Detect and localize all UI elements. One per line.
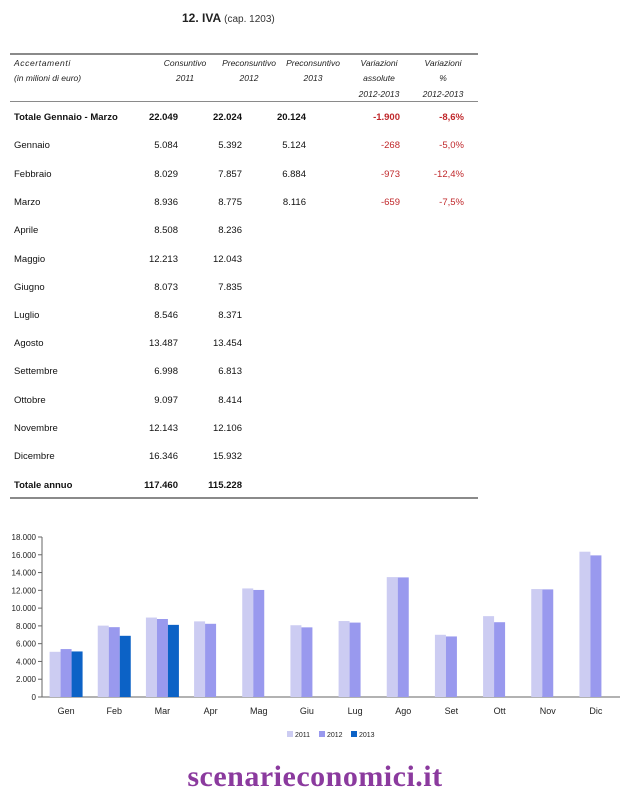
row-label: Marzo xyxy=(14,197,41,208)
header-preconsuntivo-2012-year: 2012 xyxy=(239,73,259,83)
cell-c2012: 8.414 xyxy=(218,395,242,406)
cell-c2011: 8.936 xyxy=(154,197,178,208)
bar-2011-Lug xyxy=(339,621,350,697)
y-tick-label: 16.000 xyxy=(11,550,36,560)
row-label: Giugno xyxy=(14,282,45,293)
table-top-rule xyxy=(10,53,478,55)
table-row xyxy=(10,225,478,239)
legend-swatch-2012 xyxy=(319,731,325,737)
y-tick-label: 14.000 xyxy=(11,568,36,578)
bar-2012-Giu xyxy=(301,627,312,697)
cell-c2011: 13.487 xyxy=(148,338,178,349)
x-tick-label: Ago xyxy=(395,706,412,716)
title-sub: (cap. 1203) xyxy=(224,14,275,25)
bar-2011-Set xyxy=(435,635,446,697)
brand-watermark: scenarieconomici.it xyxy=(187,760,443,793)
table-row xyxy=(10,310,478,324)
header-preconsuntivo-2013-year: 2013 xyxy=(303,73,323,83)
cell-c2013: 6.884 xyxy=(282,169,306,180)
y-tick-label: 0 xyxy=(31,693,36,702)
y-tick-label: 18.000 xyxy=(11,533,36,542)
table-row xyxy=(10,140,478,154)
row-label: Totale Gennaio - Marzo xyxy=(14,112,118,123)
header-var-abs-2: assolute xyxy=(363,73,395,83)
row-label: Dicembre xyxy=(14,451,55,462)
bar-2012-Feb xyxy=(109,627,120,697)
header-var-pct-period: 2012-2013 xyxy=(422,89,464,99)
table-row xyxy=(10,169,478,183)
header-accertamenti: Accertamenti xyxy=(14,58,71,68)
table-bottom-rule xyxy=(10,497,478,499)
bar-2011-Dic xyxy=(579,552,590,697)
cell-c2011: 6.998 xyxy=(154,366,178,377)
cell-c2011: 8.029 xyxy=(154,169,178,180)
cell-c2011: 16.346 xyxy=(148,451,178,462)
x-tick-label: Gen xyxy=(57,706,75,716)
cell-vabs: -1.900 xyxy=(373,112,400,123)
table-header-rule xyxy=(10,101,478,102)
bar-2013-Feb xyxy=(120,636,131,697)
x-tick-label: Mag xyxy=(249,706,268,716)
cell-c2013: 20.124 xyxy=(276,112,306,123)
y-tick-label: 8.000 xyxy=(15,621,36,631)
legend-label-2012: 2012 xyxy=(327,732,343,739)
cell-vabs: -973 xyxy=(380,169,400,180)
row-label: Ottobre xyxy=(14,395,46,406)
bar-2011-Mag xyxy=(242,588,253,697)
table-row xyxy=(10,282,478,296)
row-label: Novembre xyxy=(14,423,58,434)
cell-vpct: -12,4% xyxy=(433,169,464,180)
header-var-pct: Variazioni xyxy=(424,58,462,68)
table-row xyxy=(10,366,478,380)
x-tick-label: Apr xyxy=(203,706,218,716)
cell-vabs: -268 xyxy=(380,140,400,151)
cell-c2012: 7.835 xyxy=(218,282,242,293)
bar-2012-Lug xyxy=(350,623,361,697)
x-tick-label: Mar xyxy=(154,706,171,716)
header-consuntivo-year: 2011 xyxy=(175,73,195,83)
header-var-abs-period: 2012-2013 xyxy=(358,89,400,99)
bar-2011-Apr xyxy=(194,621,205,697)
table-row xyxy=(10,254,478,268)
row-label: Febbraio xyxy=(14,169,52,180)
row-label: Totale annuo xyxy=(14,480,73,491)
cell-c2012: 8.236 xyxy=(218,225,242,236)
bar-2012-Set xyxy=(446,636,457,697)
cell-c2011: 12.143 xyxy=(148,423,178,434)
y-tick-label: 2.000 xyxy=(15,675,36,685)
bar-2012-Apr xyxy=(205,624,216,697)
bar-2012-Dic xyxy=(590,555,601,697)
bar-2011-Feb xyxy=(98,626,109,697)
bar-2013-Mar xyxy=(168,625,179,697)
bar-2012-Nov xyxy=(542,589,553,697)
row-label: Aprile xyxy=(14,225,39,236)
cell-c2011: 5.084 xyxy=(154,140,178,151)
cell-c2013: 8.116 xyxy=(282,197,306,208)
bar-2011-Gen xyxy=(50,652,61,697)
x-tick-label: Lug xyxy=(347,706,363,716)
row-label: Maggio xyxy=(14,254,46,265)
y-tick-label: 6.000 xyxy=(15,639,36,649)
bar-2011-Ott xyxy=(483,616,494,697)
legend-swatch-2011 xyxy=(287,731,293,737)
header-preconsuntivo-2012: Preconsuntivo xyxy=(222,58,276,68)
row-label: Agosto xyxy=(14,338,44,349)
x-tick-label: Giu xyxy=(299,706,314,716)
header-preconsuntivo-2013: Preconsuntivo xyxy=(286,58,340,68)
header-accertamenti-unit: (in milioni di euro) xyxy=(14,73,82,83)
table-row xyxy=(10,395,478,409)
page-title xyxy=(182,11,275,25)
cell-vabs: -659 xyxy=(380,197,400,208)
cell-vpct: -7,5% xyxy=(439,197,464,208)
cell-c2011: 117.460 xyxy=(144,480,178,491)
cell-vpct: -5,0% xyxy=(439,140,464,151)
bar-2011-Mar xyxy=(146,618,157,697)
cell-c2012: 7.857 xyxy=(218,169,242,180)
table-row xyxy=(10,451,478,465)
y-tick-label: 10.000 xyxy=(11,604,36,614)
bar-2012-Ott xyxy=(494,622,505,697)
y-tick-label: 4.000 xyxy=(15,657,36,667)
x-tick-label: Ott xyxy=(493,706,506,716)
cell-c2011: 9.097 xyxy=(154,395,178,406)
cell-c2011: 12.213 xyxy=(148,254,178,265)
x-tick-label: Feb xyxy=(106,706,123,716)
x-tick-label: Nov xyxy=(539,706,556,716)
cell-c2012: 22.024 xyxy=(212,112,242,123)
table-row xyxy=(10,197,478,211)
cell-vpct: -8,6% xyxy=(439,112,464,123)
bar-2012-Mag xyxy=(253,590,264,697)
cell-c2011: 8.073 xyxy=(154,282,178,293)
cell-c2012: 115.228 xyxy=(208,480,242,491)
cell-c2012: 15.932 xyxy=(212,451,242,462)
bar-2011-Nov xyxy=(531,589,542,697)
cell-c2011: 8.546 xyxy=(154,310,178,321)
bar-2012-Ago xyxy=(398,577,409,697)
legend-swatch-2013 xyxy=(351,731,357,737)
cell-c2012: 5.392 xyxy=(218,140,242,151)
cell-c2012: 12.043 xyxy=(212,254,242,265)
table-row xyxy=(10,338,478,352)
cell-c2011: 8.508 xyxy=(154,225,178,236)
table-row xyxy=(10,112,478,126)
bar-2011-Giu xyxy=(290,625,301,697)
cell-c2012: 6.813 xyxy=(218,366,242,377)
legend-label-2013: 2013 xyxy=(359,732,375,739)
header-consuntivo: Consuntivo xyxy=(163,58,207,68)
x-tick-label: Set xyxy=(444,706,459,716)
iva-monthly-chart xyxy=(0,530,630,750)
cell-c2013: 5.124 xyxy=(282,140,306,151)
cell-c2012: 8.371 xyxy=(218,310,242,321)
row-label: Settembre xyxy=(14,366,58,377)
table-row xyxy=(10,423,478,437)
bar-2011-Ago xyxy=(387,577,398,697)
legend-label-2011: 2011 xyxy=(295,732,311,739)
title-main: 12. IVA xyxy=(182,11,222,25)
bar-2012-Mar xyxy=(157,619,168,697)
cell-c2012: 12.106 xyxy=(212,423,242,434)
x-tick-label: Dic xyxy=(589,706,603,716)
bar-2012-Gen xyxy=(61,649,72,697)
bar-2013-Gen xyxy=(72,651,83,697)
y-tick-label: 12.000 xyxy=(11,586,36,596)
cell-c2012: 8.775 xyxy=(218,197,242,208)
header-var-pct-2: % xyxy=(439,73,447,83)
chart-svg xyxy=(0,530,630,750)
row-label: Luglio xyxy=(14,310,40,321)
table-row xyxy=(10,480,478,494)
cell-c2011: 22.049 xyxy=(148,112,178,123)
row-label: Gennaio xyxy=(14,140,50,151)
cell-c2012: 13.454 xyxy=(212,338,242,349)
header-var-abs: Variazioni xyxy=(360,58,398,68)
